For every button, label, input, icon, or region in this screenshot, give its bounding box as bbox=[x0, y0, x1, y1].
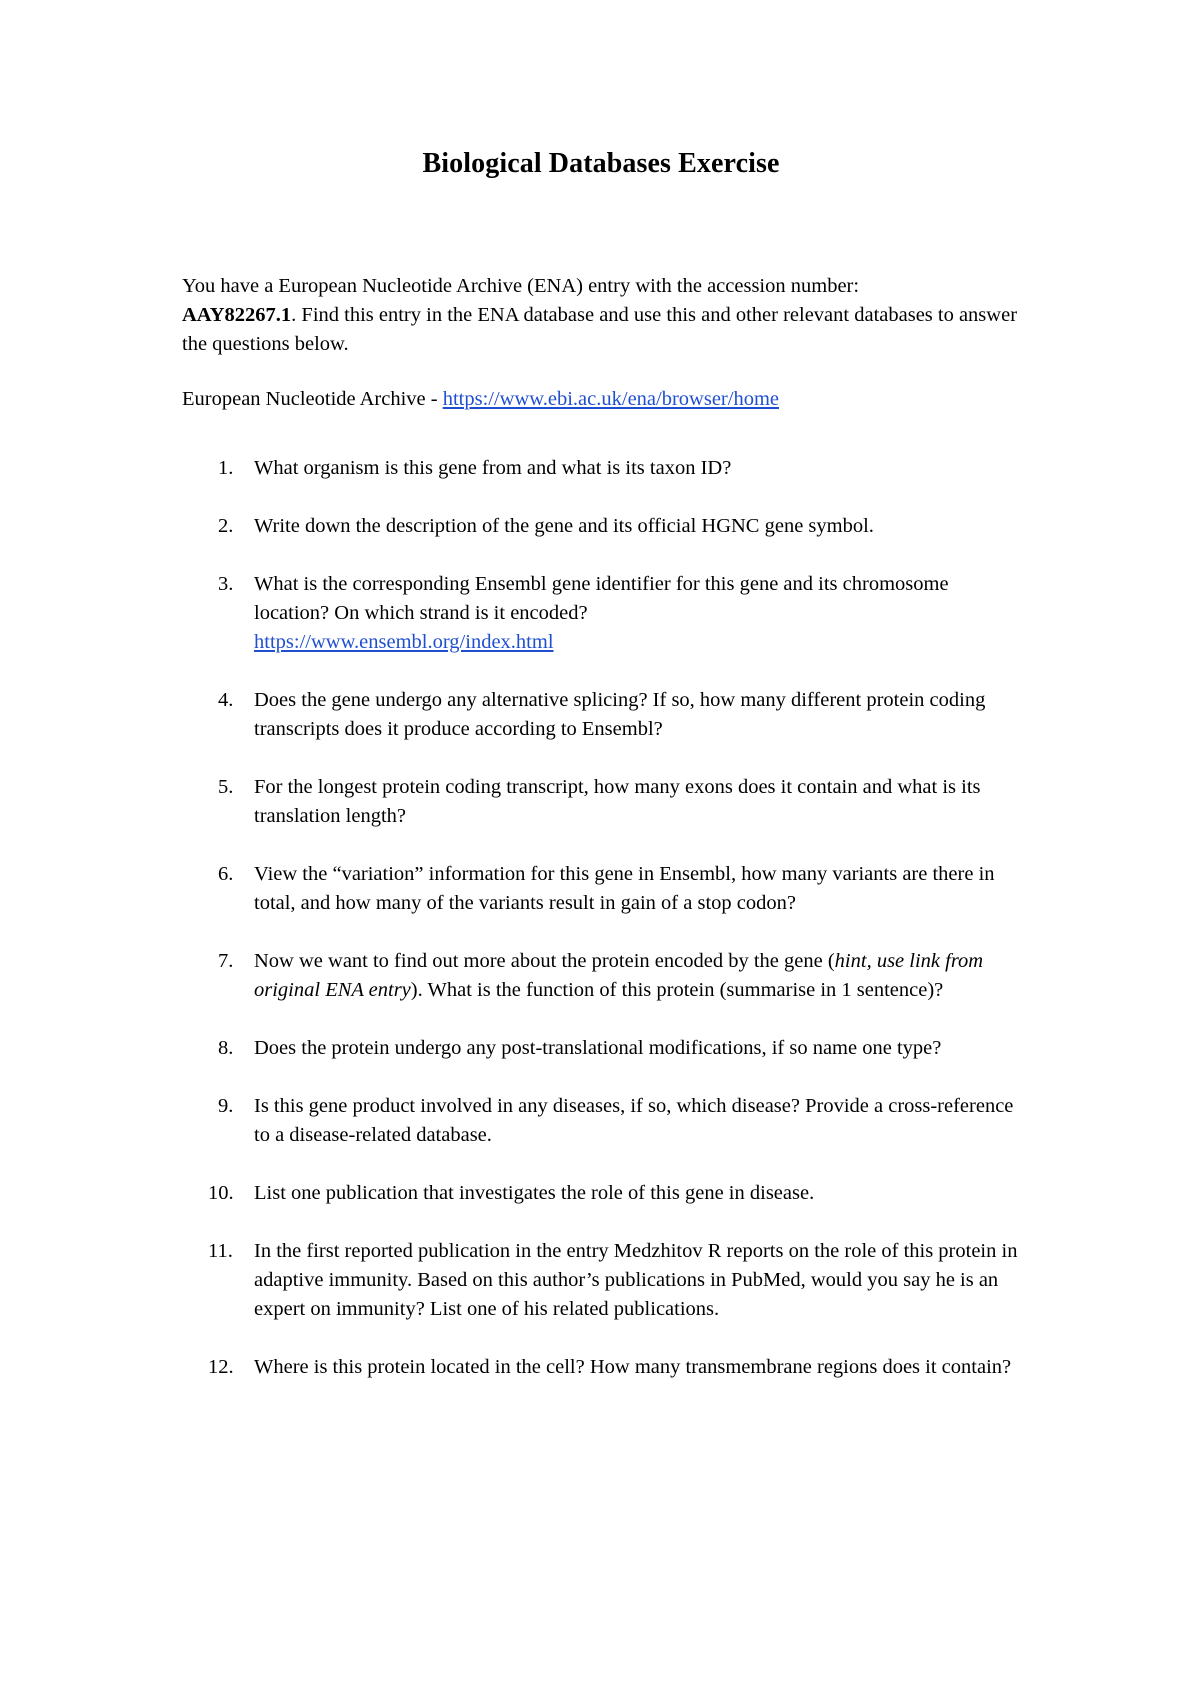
question-number: 8. bbox=[218, 1037, 234, 1059]
question-item bbox=[182, 570, 1020, 657]
question-number: 1. bbox=[218, 457, 234, 479]
question-text: Is this gene product involved in any diseases, if so, which disease? Provide a cross-reference to a disease-related database. bbox=[254, 1095, 1014, 1146]
question-list bbox=[182, 454, 1020, 1382]
question-text: Does the protein undergo any post-translational modifications, if so name one type? bbox=[254, 1037, 942, 1059]
page-title: Biological Databases Exercise bbox=[422, 148, 780, 179]
question-item bbox=[182, 1092, 1020, 1150]
question-text-before-hint: Now we want to find out more about the protein encoded by the gene ( bbox=[254, 950, 835, 972]
ensembl-link[interactable]: https://www.ensembl.org/index.html bbox=[254, 631, 554, 653]
question-text: What is the corresponding Ensembl gene identifier for this gene and its chromosome location? On which strand is it encoded? bbox=[254, 573, 949, 624]
question-text: Write down the description of the gene and its official HGNC gene symbol. bbox=[254, 515, 874, 537]
question-text: For the longest protein coding transcript, how many exons does it contain and what is its translation length? bbox=[254, 776, 981, 827]
question-number: 3. bbox=[218, 573, 234, 595]
archive-line bbox=[182, 385, 1020, 414]
question-item bbox=[182, 773, 1020, 831]
question-item bbox=[182, 860, 1020, 918]
ena-browser-link[interactable]: https://www.ebi.ac.uk/ena/browser/home bbox=[442, 388, 779, 410]
question-text: In the first reported publication in the entry Medzhitov R reports on the role of this protein in adaptive immunity. Based on this author’s publications in PubMed, would you say he is an expert on immunity? List one of his related publications. bbox=[254, 1240, 1018, 1320]
question-item bbox=[182, 454, 1020, 483]
accession-number: AAY82267.1 bbox=[182, 304, 292, 326]
archive-label: European Nucleotide Archive - bbox=[182, 388, 443, 410]
question-number: 12. bbox=[208, 1356, 234, 1378]
question-text-after-hint: ). What is the function of this protein (summarise in 1 sentence)? bbox=[410, 979, 944, 1001]
question-text: Does the gene undergo any alternative splicing? If so, how many different protein coding transcripts does it produce according to Ensembl? bbox=[254, 689, 986, 740]
question-item bbox=[182, 512, 1020, 541]
question-number: 6. bbox=[218, 863, 234, 885]
intro-text-part1: You have a European Nucleotide Archive (ENA) entry with the accession number: bbox=[182, 275, 860, 297]
question-item bbox=[182, 1237, 1020, 1324]
question-item bbox=[182, 947, 1020, 1005]
question-text: List one publication that investigates the role of this gene in disease. bbox=[254, 1182, 815, 1204]
question-hint: hint, use link from original ENA entry bbox=[254, 950, 984, 1001]
question-number: 4. bbox=[218, 689, 234, 711]
question-number: 5. bbox=[218, 776, 234, 798]
question-text: What organism is this gene from and what is its taxon ID? bbox=[254, 457, 732, 479]
question-text: Where is this protein located in the cell? How many transmembrane regions does it contain? bbox=[254, 1356, 1012, 1378]
question-number: 9. bbox=[218, 1095, 234, 1117]
intro-text-part2: . Find this entry in the ENA database and use this and other relevant databases to answer the questions below. bbox=[182, 304, 1018, 355]
question-number: 7. bbox=[218, 950, 234, 972]
question-item bbox=[182, 1353, 1020, 1382]
intro-paragraph bbox=[182, 272, 1020, 359]
question-item bbox=[182, 686, 1020, 744]
question-number: 11. bbox=[208, 1240, 233, 1262]
question-text: View the “variation” information for this gene in Ensembl, how many variants are there in total, and how many of the variants result in gain of a stop codon? bbox=[254, 863, 995, 914]
question-number: 2. bbox=[218, 515, 234, 537]
question-number: 10. bbox=[208, 1182, 234, 1204]
question-item bbox=[182, 1179, 1020, 1208]
question-item bbox=[182, 1034, 1020, 1063]
